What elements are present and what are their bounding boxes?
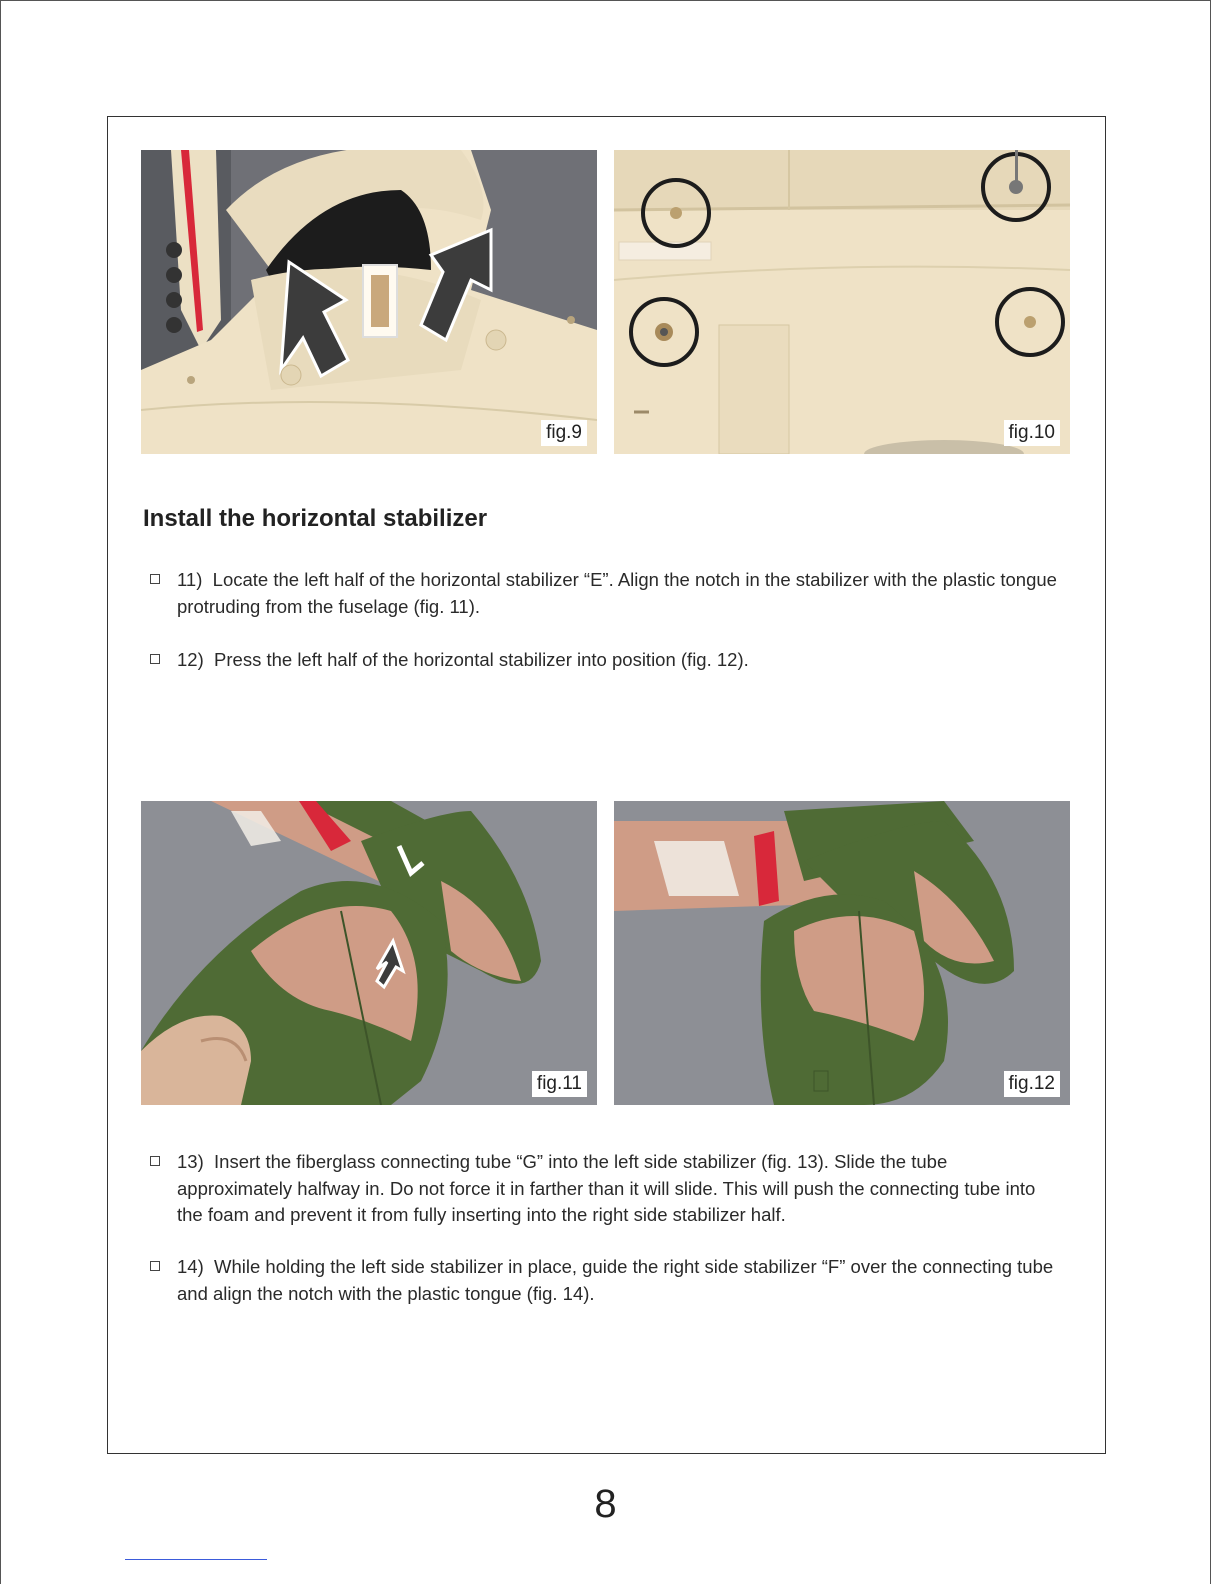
step-14-checkbox[interactable] (150, 1261, 160, 1271)
figure-11-caption: fig.11 (532, 1071, 587, 1097)
section-heading: Install the horizontal stabilizer (143, 505, 488, 532)
figure-12-photo (614, 801, 1070, 1105)
figure-9-caption: fig.9 (541, 420, 587, 446)
figure-10-photo (614, 150, 1070, 454)
step-11-text: Locate the left half of the horizontal stabilizer “E”. Align the notch in the stabilizer with the plastic tongue protruding from the fuselage (fig. 11). (177, 569, 1057, 617)
footer-link-line (125, 1559, 267, 1560)
step-12-checkbox[interactable] (150, 654, 160, 664)
figure-9-photo (141, 150, 597, 454)
step-13 (150, 1149, 1060, 1229)
step-14-number: 14) (177, 1256, 204, 1277)
step-11 (150, 567, 1060, 620)
step-12 (150, 647, 1060, 674)
step-11-number: 11) (177, 569, 203, 590)
figure-11-photo (141, 801, 597, 1105)
step-12-number: 12) (177, 649, 204, 670)
step-14 (150, 1254, 1060, 1307)
step-13-text: Insert the fiberglass connecting tube “G” into the left side stabilizer (fig. 13). Slide the tube approximately halfway in. Do not force it in farther than it will slide. This will push the connecting tube into the foam and prevent it from fully inserting into the right side stabilizer half. (177, 1151, 1036, 1225)
step-11-checkbox[interactable] (150, 574, 160, 584)
page-number: 8 (594, 1482, 617, 1526)
figure-12-caption: fig.12 (1004, 1071, 1060, 1097)
step-14-text: While holding the left side stabilizer in place, guide the right side stabilizer “F” over the connecting tube and align the notch with the plastic tongue (fig. 14). (177, 1256, 1054, 1304)
step-13-checkbox[interactable] (150, 1156, 160, 1166)
figure-10-caption: fig.10 (1004, 420, 1060, 446)
step-12-text: Press the left half of the horizontal stabilizer into position (fig. 12). (214, 649, 749, 670)
step-13-number: 13) (177, 1151, 204, 1172)
